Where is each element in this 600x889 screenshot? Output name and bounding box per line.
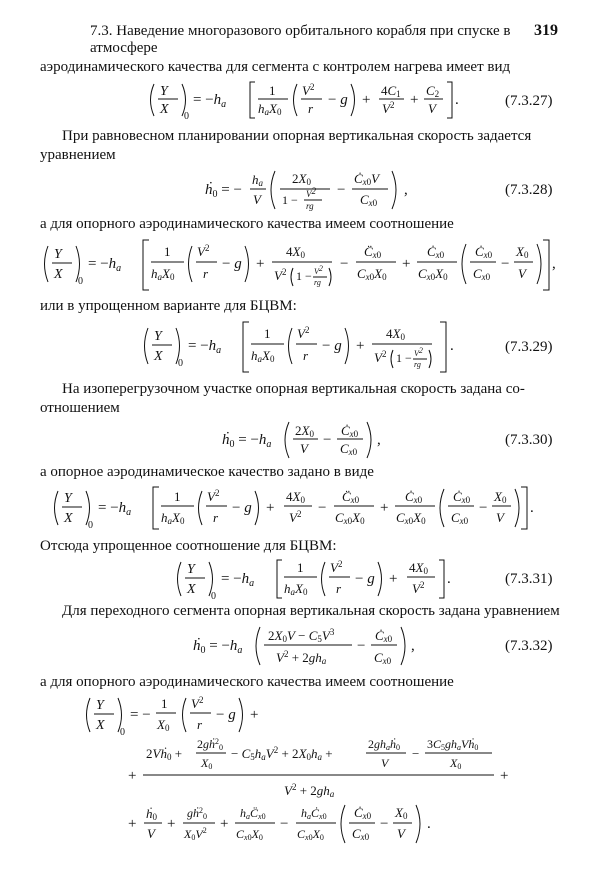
svg-text:+: + (380, 500, 389, 516)
svg-text:+: + (128, 768, 137, 784)
svg-text:,: , (377, 432, 381, 448)
svg-text:= −ha: = $-h_a$ (193, 92, 227, 110)
svg-text:Cx0: Cx0 (374, 650, 392, 666)
svg-text:X: X (96, 718, 105, 733)
svg-text:haX0: haX0 (258, 101, 282, 117)
svg-text:V2: $V^2$ (374, 349, 387, 365)
svg-text:.: . (447, 571, 451, 587)
svg-text:3C5ghaVḣ0: 3C5ghaVḣ0 (427, 737, 479, 752)
svg-text:+: + (356, 338, 365, 354)
svg-text:.: . (530, 500, 534, 516)
svg-text:ḣ0 = −: ḣ$_0$ = − (205, 182, 242, 200)
svg-text:Cx0X0: Cx0X0 (396, 510, 426, 526)
svg-text:+: + (362, 92, 371, 108)
svg-text:= −: = − (130, 707, 151, 723)
svg-text:− g: − g (322, 338, 342, 354)
svg-text:2ghaḣ0: 2ghaḣ0 (368, 737, 400, 752)
svg-text:V: V (496, 510, 504, 525)
svg-text:4X0: 4X0 (409, 560, 428, 576)
svg-text:haĊx0: haĊx0 (301, 806, 327, 821)
svg-text:Cx0X0: Cx0X0 (335, 510, 365, 526)
svg-text:.: . (455, 92, 459, 108)
svg-text:X: X (64, 511, 73, 526)
svg-text:+: + (128, 816, 137, 832)
svg-text:Y: Y (64, 491, 72, 506)
svg-text:= −ha: = $-h_a$ (188, 338, 222, 356)
paragraph-2b: уравнением (40, 147, 116, 163)
svg-text:+: + (220, 816, 229, 832)
svg-text:Ċx0: Ċx0 (453, 489, 471, 505)
svg-text:V2: $V^2$ (207, 488, 220, 504)
paragraph-7: Отсюда упрощенное соотношение для БЦВМ: (40, 538, 337, 554)
svg-text:V2: $V^2$ (330, 559, 343, 575)
svg-text:V: V (253, 192, 261, 207)
svg-text:2gḣ20: 2gḣ$^2_0$ (197, 737, 223, 752)
svg-text:r: r (203, 266, 209, 281)
svg-text:ḣ0 = −ha: ḣ$_0$ = $-h_a$ (222, 432, 272, 450)
page-number: 319 (534, 22, 558, 39)
svg-text:= −ha: = $-h_a$ (98, 500, 132, 518)
paragraph-3: а для опорного аэродинамического качества имеем соотношение (40, 216, 454, 232)
svg-text:ḣ0: ḣ0 (146, 806, 157, 822)
equation-number-30: (7.3.30) (505, 432, 553, 448)
svg-text:− g: − g (222, 256, 242, 272)
svg-text:Y: Y (187, 562, 195, 577)
svg-text:0: 0 (88, 520, 93, 531)
svg-text:+: + (402, 256, 411, 272)
svg-text:1 −: 1 − (396, 351, 412, 365)
svg-text:gḣ20: gḣ$^2_0$ (187, 806, 207, 821)
svg-text:haX0: haX0 (161, 510, 185, 526)
svg-text:+: + (256, 256, 265, 272)
svg-text:1 −: 1 − (282, 193, 298, 207)
svg-text:haX0: haX0 (151, 266, 175, 282)
svg-text:Cx0X0: Cx0X0 (418, 266, 448, 282)
paragraph-6: а опорное аэродинамическое качество задано в виде (40, 464, 374, 480)
equation-number-32: (7.3.32) (505, 638, 553, 654)
svg-text:+: + (500, 768, 509, 784)
svg-text:0: 0 (78, 276, 83, 287)
svg-text:Y: Y (154, 329, 162, 344)
svg-text:.: . (450, 338, 454, 354)
svg-text:= −ha: = $-h_a$ (88, 256, 122, 274)
svg-text:Y: Y (160, 84, 168, 99)
svg-text:V2: V2 (306, 186, 316, 199)
svg-text:X0: X0 (494, 489, 507, 505)
svg-text:haC̈x0: haC̈x0 (240, 806, 266, 821)
svg-text:V: V (300, 441, 308, 456)
svg-text:+: + (266, 500, 275, 516)
svg-text:1: 1 (161, 696, 168, 711)
svg-text:Ċx0: Ċx0 (341, 423, 359, 439)
svg-text:r: r (308, 101, 314, 116)
svg-text:− g: − g (355, 571, 375, 587)
svg-text:1: 1 (164, 244, 171, 259)
svg-text:− C5haV2 + 2X0ha +: − C5haV$^2$ + 2X0ha + (231, 745, 333, 762)
svg-text:Cx0X0: Cx0X0 (357, 266, 387, 282)
svg-text:− g: − g (328, 92, 348, 108)
svg-text:−: − (323, 432, 332, 448)
svg-text:V2: V2 (314, 264, 323, 276)
svg-text:V: V (381, 756, 389, 770)
equation-number-31: (7.3.31) (505, 571, 553, 587)
svg-text:1: 1 (264, 326, 271, 341)
svg-text:1 −: 1 − (296, 269, 312, 283)
svg-text:Y: Y (54, 247, 62, 262)
paragraph-8: Для переходного сегмента опорная вертикальная скорость задана уравнением (62, 603, 560, 619)
svg-text:+: + (389, 571, 398, 587)
header-title: 7.3. Наведение многоразового орбитального корабля при спуске в атмосфере (90, 23, 511, 56)
svg-text:−: − (357, 638, 366, 654)
svg-text:2X0: 2X0 (295, 423, 314, 439)
svg-text:4C1: 4C1 (381, 83, 401, 99)
svg-text:V2: $V^2$ (191, 695, 204, 711)
svg-text:Cx0: Cx0 (360, 192, 378, 208)
svg-text:−: − (380, 816, 389, 832)
svg-text:,: , (552, 256, 556, 272)
equation-reference-ld-full (0, 236, 600, 294)
svg-text:1: 1 (174, 489, 181, 504)
paragraph-4: или в упрощенном варианте для БЦВМ: (40, 298, 297, 314)
svg-text:+: + (250, 707, 259, 723)
svg-text:Ċx0: Ċx0 (405, 489, 423, 505)
svg-text:1: 1 (297, 560, 304, 575)
paragraph-5b: отношением (40, 400, 120, 416)
svg-text:Cx0: Cx0 (340, 441, 358, 457)
svg-text:rg: rg (414, 360, 421, 369)
svg-text:ha: ha (252, 172, 263, 188)
paragraph-5a: На изоперегрузочном участке опорная вертикальная скорость задана со- (62, 381, 525, 397)
svg-text:−: − (337, 182, 346, 198)
svg-text:Ċx0V: Ċx0V (354, 171, 380, 187)
svg-text:−: − (280, 816, 289, 832)
svg-text:Cx0: Cx0 (451, 510, 469, 526)
svg-text:= −ha: = $-h_a$ (221, 571, 255, 589)
svg-text:+: + (410, 92, 419, 108)
svg-text:ḣ0 = −ha: ḣ$_0$ = $-h_a$ (193, 638, 243, 656)
svg-text:V2: $V^2$ (412, 580, 425, 596)
svg-text:V2: V2 (414, 346, 423, 358)
svg-text:−: − (340, 256, 349, 272)
svg-text:X0: X0 (201, 756, 213, 771)
svg-text:+: + (167, 816, 176, 832)
svg-text:C2: C2 (426, 83, 440, 99)
svg-text:V: V (147, 826, 155, 841)
running-header (90, 22, 558, 56)
svg-text:V: V (428, 101, 436, 116)
svg-text:V2: $V^2$ (274, 267, 287, 283)
svg-text:rg: rg (306, 201, 314, 211)
svg-text:Ċx0: Ċx0 (427, 244, 445, 260)
svg-text:Cx0: Cx0 (473, 266, 491, 282)
equation-number-27: (7.3.27) (505, 93, 553, 109)
svg-text:X0: X0 (395, 805, 408, 821)
svg-text:X: X (154, 349, 163, 364)
svg-text:V2 + 2gha: $V^2 + 2gha$ (284, 782, 335, 799)
svg-text:C̈x0: C̈x0 (364, 244, 382, 260)
svg-text:.: . (427, 816, 431, 832)
svg-text:haX0: haX0 (284, 581, 308, 597)
svg-text:2X0V − C5V3: $2X0V - C5V^3$ (268, 627, 335, 644)
svg-text:r: r (197, 717, 203, 732)
svg-text:V: V (518, 266, 526, 281)
svg-text:X0V2: $X0V^2$ (184, 826, 207, 842)
equation-transition-ld (0, 692, 600, 862)
svg-text:haX0: haX0 (251, 348, 275, 364)
svg-text:V2 + 2gha: $V^2 + 2gha$ (276, 649, 327, 666)
svg-text:−: − (479, 500, 488, 516)
svg-text:− g: − g (216, 707, 236, 723)
equation-number-28: (7.3.28) (505, 182, 553, 198)
svg-text:V2: $V^2$ (289, 509, 302, 525)
paragraph-9: а для опорного аэродинамического качества имеем соотношение (40, 674, 454, 690)
equation-number-29: (7.3.29) (505, 339, 553, 355)
svg-text:V: V (397, 826, 405, 841)
svg-text:0: 0 (178, 358, 183, 369)
svg-text:X: X (54, 267, 63, 282)
svg-text:4X0: 4X0 (386, 326, 405, 342)
svg-text:V2: $V^2$ (197, 243, 210, 259)
svg-text:2X0: 2X0 (292, 171, 311, 187)
svg-text:Ċx0: Ċx0 (475, 244, 493, 260)
svg-text:rg: rg (314, 278, 321, 287)
svg-text:r: r (336, 581, 342, 596)
svg-text:X0: X0 (157, 717, 170, 733)
svg-text:−: − (501, 256, 510, 272)
svg-text:r: r (303, 348, 309, 363)
svg-text:,: , (404, 182, 408, 198)
svg-text:2Vḣ0 +: 2Vḣ0 + (146, 746, 183, 762)
svg-text:V2: $V^2$ (382, 100, 395, 116)
svg-text:−: − (318, 500, 327, 516)
svg-text:X: X (187, 582, 196, 597)
svg-text:Cx0X0: Cx0X0 (236, 827, 263, 842)
svg-text:Ċx0: Ċx0 (375, 628, 393, 644)
svg-text:1: 1 (269, 83, 276, 98)
svg-text:Cx0X0: Cx0X0 (297, 827, 324, 842)
svg-text:0: 0 (184, 111, 189, 122)
equation-isoload-ld (0, 483, 600, 533)
svg-text:Ċx0: Ċx0 (354, 805, 372, 821)
svg-text:4X0: 4X0 (286, 489, 305, 505)
svg-text:0: 0 (120, 727, 125, 738)
svg-text:X0: X0 (450, 756, 462, 771)
svg-text:Cx0: Cx0 (352, 826, 370, 842)
svg-text:Y: Y (96, 698, 104, 713)
paragraph-1: аэродинамического качества для сегмента с контролем нагрева имеет вид (40, 59, 511, 75)
svg-text:V2: $V^2$ (302, 82, 315, 98)
svg-text:,: , (411, 638, 415, 654)
svg-text:X: X (160, 102, 169, 117)
svg-text:4X0: 4X0 (286, 244, 305, 260)
svg-text:− g: − g (232, 500, 252, 516)
svg-text:−: − (412, 746, 420, 761)
svg-text:X0: X0 (516, 244, 529, 260)
paragraph-2a: При равновесном планировании опорная вертикальная скорость задается (62, 128, 532, 144)
svg-text:C̈x0: C̈x0 (342, 489, 360, 505)
svg-text:V2: $V^2$ (297, 325, 310, 341)
svg-text:0: 0 (211, 591, 216, 602)
svg-text:r: r (213, 510, 219, 525)
